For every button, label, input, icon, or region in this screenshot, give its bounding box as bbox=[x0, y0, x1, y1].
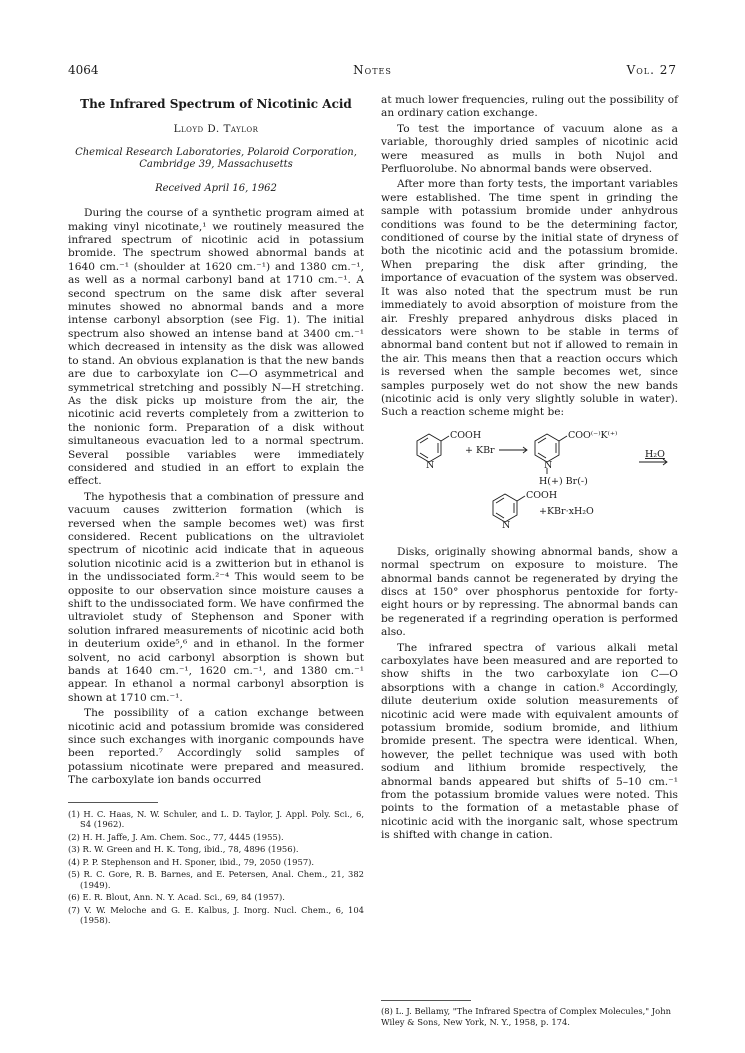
body-paragraph: To test the importance of vacuum alone as a variable, thoroughly dried samples of nicotinic acid were measured as mulls in both Nujol and Perfluorolube. No abnormal bands were observed. bbox=[381, 122, 678, 176]
running-header bbox=[68, 63, 677, 77]
footnote: (4) P. P. Stephenson and H. Sponer, ibid., 79, 2050 (1957). bbox=[68, 856, 315, 867]
footnote: (5) R. C. Gore, R. B. Barnes, and E. Petersen, Anal. Chem., 21, 382 (1949). bbox=[68, 869, 364, 890]
carboxylate-salt-label: COO⁽⁻⁾K⁽⁺⁾ bbox=[568, 429, 618, 441]
footnote-divider bbox=[68, 802, 158, 803]
page-number: 4064 bbox=[68, 63, 99, 77]
cooh-label: COOH bbox=[450, 429, 482, 441]
body-paragraph: After more than forty tests, the important variables were established. The time spent in grinding the sample with potassium bromide under anhydrous conditions was found to be the determining factor, conditioned of course by the initial state of dryness of both the nicotinic acid and the potassium bromide. When preparing the disk after grinding, the importance of evacuation of the system was observed. It was also noted that the spectrum must be run immediately to avoid absorption of moisture from the air. Freshly prepared anhydrous disks placed in dessicators were shown to be stable in terms of abnormal band content but not if allowed to remain in the air. This means then that a reaction occurs which is reversed when the sample becomes wet, since samples purposely wet do not show the new bands (nicotinic acid is only very slightly soluble in water). Such a reaction scheme might be: bbox=[381, 178, 678, 419]
water-label: H₂O bbox=[645, 448, 665, 460]
body-paragraph: During the course of a synthetic program aimed at making vinyl nicotinate,¹ we routinely measured the infrared spectrum of nicotinic acid in potassium bromide. The spectrum showed abnormal bands at 1640 cm.⁻¹ (shoulder at 1620 cm.⁻¹) and 1380 cm.⁻¹, as well as a normal carbonyl band at 1710 cm.⁻¹. A second spectrum on the same disk after several minutes showed no abnormal bands and a more intense carbonyl absorption (see Fig. 1). The initial spectrum also showed an intense band at 3400 cm.⁻¹ which decreased in intensity as the disk was allowed to stand. An obvious explanation is that the new bands are due to carboxylate ion C—O asymmetrical and symmetrical stretching and possibly N—H stretching. As the disk picks up moisture from the air, the nicotinic acid reverts completely from a zwitterion to the nonionic form. Preparation of a disk without simultaneous evacuation led to a normal spectrum. Several possible variables were immediately considered and studied in an effort to explain the effect. bbox=[68, 207, 364, 488]
pyridine-ring-product bbox=[493, 494, 525, 522]
product-cooh-label: COOH bbox=[526, 489, 558, 501]
affiliation-line: Chemical Research Laboratories, Polaroid Corporation, bbox=[75, 146, 357, 158]
body-paragraph: The possibility of a cation exchange between nicotinic acid and potassium bromide was considered since such exchanges with inorganic compounds have been reported.⁷ Accordingly solid samples of potassium nicotinate were prepared and measured. The carboxylate ion bands occurred bbox=[68, 707, 364, 787]
footnote: (1) H. C. Haas, N. W. Schuler, and L. D. Taylor, J. Appl. Poly. Sci., 6, S4 (1962). bbox=[68, 808, 364, 830]
footnote: (2) H. H. Jaffe, J. Am. Chem. Soc., 77, 4445 (1955). bbox=[68, 831, 284, 842]
kbr-label: + KBr bbox=[465, 444, 495, 456]
affiliation bbox=[68, 147, 364, 172]
received-date: Received April 16, 1962 bbox=[155, 182, 277, 194]
ring-nitrogen-label: N bbox=[426, 459, 435, 471]
right-column bbox=[381, 94, 678, 845]
section-name: Notes bbox=[353, 63, 392, 77]
article-title: The Infrared Spectrum of Nicotinic Acid bbox=[80, 97, 352, 111]
footnote: (7) V. W. Meloche and G. E. Kalbus, J. Inorg. Nucl. Chem., 6, 104 (1958). bbox=[68, 904, 364, 926]
body-paragraph: at much lower frequencies, ruling out the possibility of an ordinary cation exchange. bbox=[381, 94, 678, 120]
footnote: (3) R. W. Green and H. K. Tong, ibid., 78, 4896 (1956). bbox=[68, 844, 299, 855]
volume-label: Vol. 27 bbox=[626, 63, 677, 77]
hydrobromide-label: H(+) Br(-) bbox=[539, 475, 588, 487]
reaction-scheme bbox=[381, 428, 678, 534]
affiliation-line: Cambridge 39, Massachusetts bbox=[139, 159, 293, 171]
ring-nitrogen-label: N bbox=[544, 459, 553, 471]
reaction-scheme-drawing bbox=[381, 428, 678, 534]
footnote-divider bbox=[381, 1000, 471, 1001]
pyridine-ring-reactant bbox=[417, 434, 449, 462]
body-paragraph: The infrared spectra of various alkali metal carboxylates have been measured and are reported to show shifts in the two carboxylate ion C—O absorptions with a change in cation.⁸ Accordingly, dilute deuterium oxide solution measurements of nicotinic acid were made with equivalent amounts of potassium bromide, sodium bromide, and lithium bromide present. The spectra were identical. When, however, the pellet technique was used with both sodium and lithium bromide respectively, the abnormal bands appeared but shifts of 5–10 cm.⁻¹ from the potassium bromide values were noted. This points to the formation of a metastable phase of nicotinic acid with the inorganic salt, whose spectrum is shifted with change in cation. bbox=[381, 641, 678, 842]
left-column bbox=[68, 94, 364, 928]
ring-nitrogen-label: N bbox=[502, 519, 511, 531]
footnote: (6) E. R. Blout, Ann. N. Y. Acad. Sci., 69, 84 (1957). bbox=[68, 892, 285, 903]
author-name: Lloyd D. Taylor bbox=[173, 123, 259, 136]
footnote: (8) L. J. Bellamy, "The Infrared Spectra of Complex Molecules," John Wiley & Sons, New York, N. Y., 1958, p. 174. bbox=[381, 1006, 671, 1027]
body-paragraph: Disks, originally showing abnormal bands, show a normal spectrum on exposure to moisture. The abnormal bands cannot be regenerated by drying the discs at 150° over phosphorus pentoxide for forty-eight hours or by repressing. The abnormal bands can be regenerated if a regrinding operation is performed also. bbox=[381, 545, 678, 639]
reaction-arrow bbox=[499, 447, 527, 453]
kbr-hydrate-label: +KBr·xH₂O bbox=[539, 505, 594, 517]
body-paragraph: The hypothesis that a combination of pressure and vacuum causes zwitterion formation (which is reversed when the sample becomes wet) was first considered. Recent publications on the ultraviolet spectrum of nicotinic acid indicate that in aqueous solution nicotinic acid is a zwitterion but in ethanol is in the undissociated form.²⁻⁴ This would seem to be opposite to our observation since moisture causes a shift to the undissociated form. We have confirmed the ultraviolet study of Stephenson and Sponer with solution infrared measurements of nicotinic acid both in deuterium oxide⁵,⁶ and in ethanol. In the former solvent, no acid carbonyl absorption is shown but bands at 1640 cm.⁻¹, 1620 cm.⁻¹, and 1380 cm.⁻¹ appear. In ethanol a normal carbonyl absorption is shown at 1710 cm.⁻¹. bbox=[68, 490, 364, 704]
